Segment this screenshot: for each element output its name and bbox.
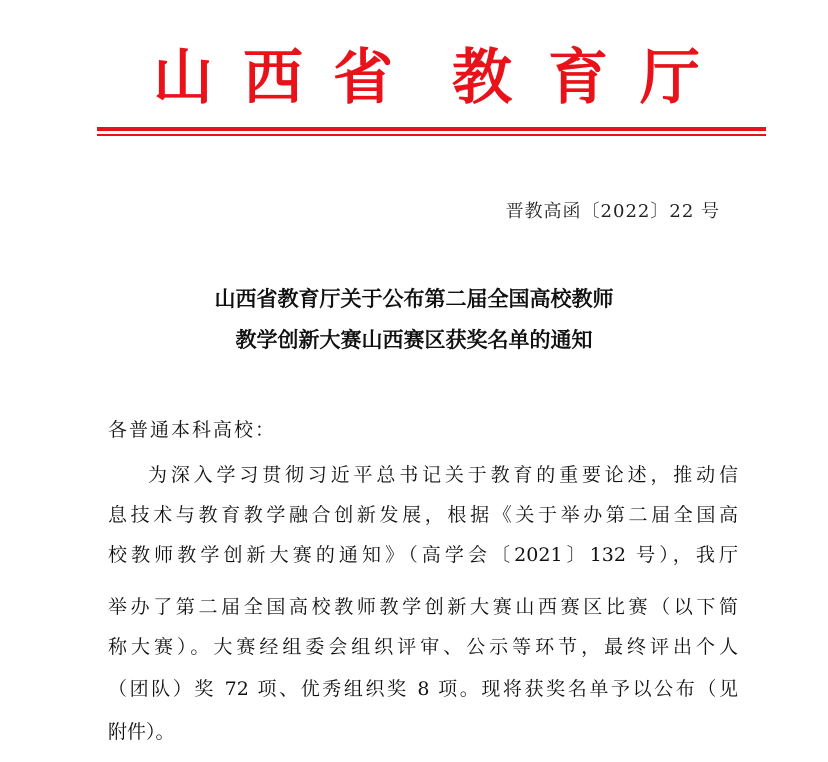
masthead-char: 育 [548,43,608,113]
masthead-char: 西 [243,43,303,113]
body-text-line: （团队）奖 72 项、优秀组织奖 8 项。现将获奖名单予以公布（见 [108,678,738,700]
body-text-line: 附件）。 [108,721,175,743]
body-text-line: 为深入学习贯彻习近平总书记关于教育的重要论述，推动信 [148,464,738,486]
document-number: 晋教高函〔2022〕22 号 [505,201,720,222]
body-text-line: 称大赛）。大赛经组委会组织评审、公示等环节，最终评出个人 [108,636,738,658]
document-title-line-2: 教学创新大赛山西赛区获奖名单的通知 [235,328,593,352]
masthead-char: 厅 [640,43,700,113]
masthead-char: 省 [333,43,393,113]
salutation: 各普通本科高校： [108,419,277,441]
masthead-char: 教 [452,43,512,113]
issuing-authority-masthead [0,42,828,114]
body-text-line: 校教师教学创新大赛的通知》（高学会〔2021〕132 号），我厅 [108,544,738,566]
header-divider-thick [97,127,766,131]
body-text-line: 举办了第二届全国高校教师教学创新大赛山西赛区比赛（以下简 [108,596,738,618]
document-title-line-1: 山西省教育厅关于公布第二届全国高校教师 [214,287,614,311]
header-divider-thin [97,134,766,136]
masthead-char: 山 [153,43,213,113]
body-text-line: 息技术与教育教学融合创新发展，根据《关于举办第二届全国高 [108,504,738,526]
